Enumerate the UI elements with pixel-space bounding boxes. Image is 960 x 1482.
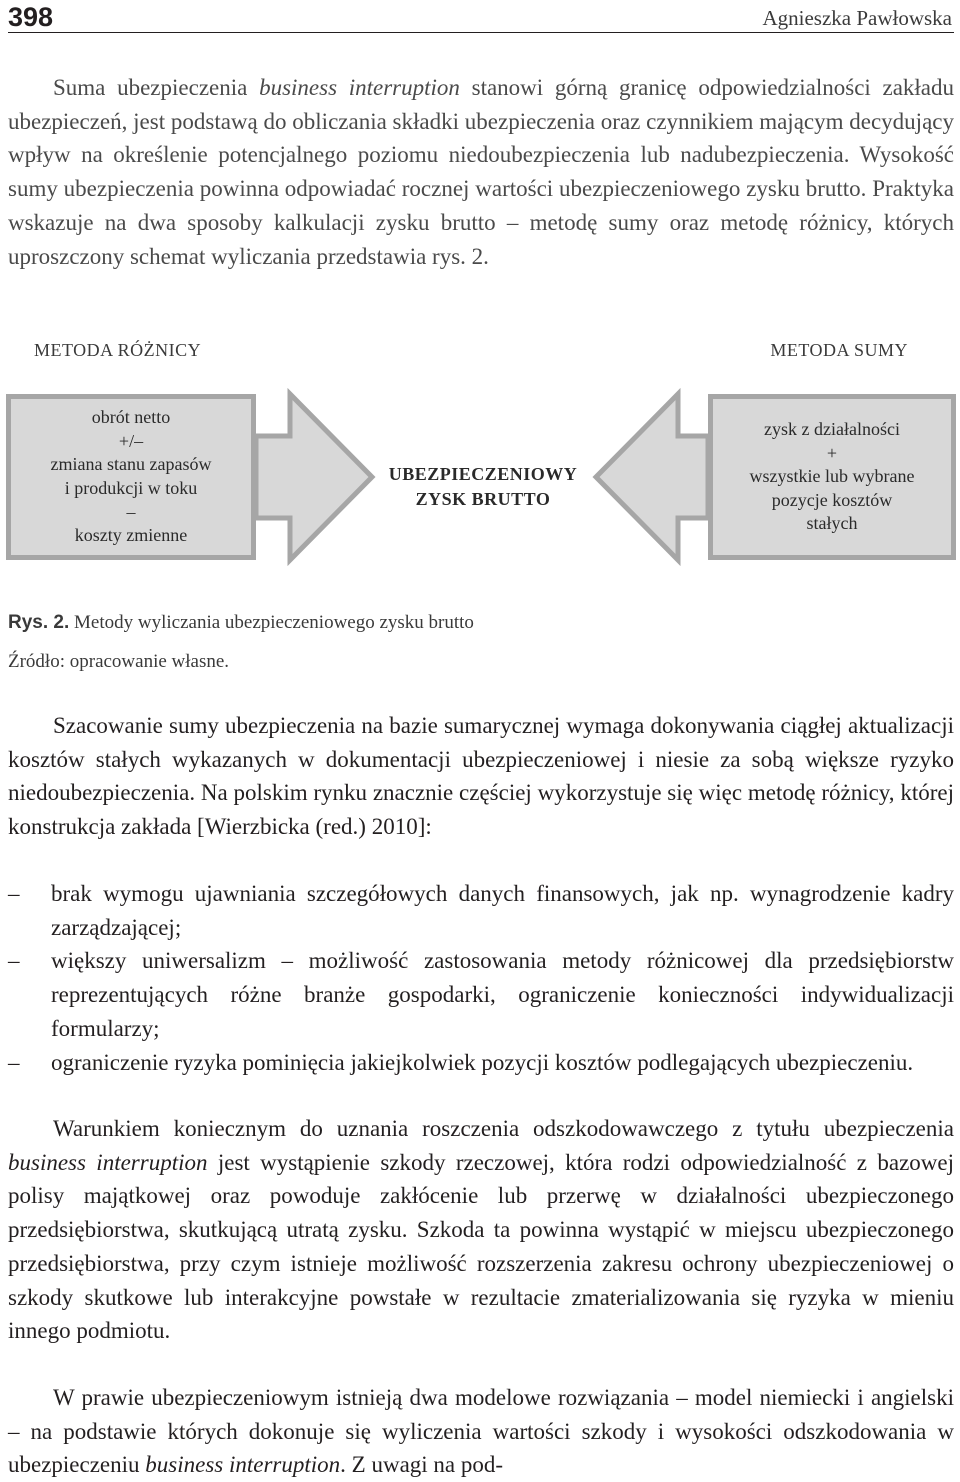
intro-text-2: stanowi górną granicę odpowiedzialności zakładu ubezpieczeń, jest podstawą do obliczania składki ubezpieczenia oraz czynnikiem mającym decydujący wpływ na określenie potencjalnego poziomu niedoubezpieczenia lub nadubezpieczenia. Wysokość sumy ubezpieczenia powinna odpowiadać rocznej wartości ubezpieczeniowego zysku brutto. Praktyka wskazuje na dwa sposoby kalkulacji zysku brutto – metodę sumy oraz metodę różnicy, których uproszczony schemat wyliczania przedstawia rys. 2. — [8, 75, 955, 269]
list-item — [8, 1046, 954, 1080]
paragraph-4-text-1: W prawie ubezpieczeniowym istnieją dwa modelowe rozwiązania – model niemiecki i angielski – na podstawie których dokonuje się wyliczenia wartości szkody i wysokości odszkodowania w ubezpieczeniu — [8, 1385, 954, 1478]
caption-label: Rys. 2. — [8, 612, 70, 633]
figure-source: Źródło: opracowanie własne. — [8, 651, 230, 672]
paragraph-3-text-1: Warunkiem koniecznym do uznania roszczenia odszkodowawczego z tytułu ubezpieczenia — [53, 1116, 954, 1141]
center-line-2: ZYSK BRUTTO — [415, 489, 551, 509]
left-method-title: METODA RÓŻNICY — [34, 340, 202, 360]
paragraph-4 — [8, 1381, 954, 1482]
paragraph-4-italic-term: business interruption — [145, 1452, 341, 1478]
paragraph-2: Szacowanie sumy ubezpieczenia na bazie sumarycznej wymaga dokonywania ciągłej aktualizacji kosztów stałych wykazanych w dokumentacji ubezpieczeniowej i niesie za sobą większe ryzyko niedoubezpieczenia. Na polskim rynku znacznie częściej wykorzystuje się więc metodę różnicy, której konstrukcja zakłada [Wierzbicka (red.) 2010]: — [8, 713, 954, 840]
right-box-line: pozycje kosztów — [771, 489, 893, 510]
right-arrow-shape — [596, 394, 708, 560]
right-box-line: zysk z działalności — [764, 419, 900, 440]
page-number: 398 — [8, 2, 54, 32]
center-line-1: UBEZPIECZENIOWY — [388, 464, 578, 484]
bullet-list — [8, 877, 954, 1079]
list-item-text: ograniczenie ryzyka pominięcia jakiejkolwiek pozycji kosztów podlegających ubezpieczeniu. — [51, 1049, 914, 1075]
running-author: Agnieszka Pawłowska — [762, 6, 952, 30]
dash-marker: – — [8, 881, 20, 906]
left-arrow-shape — [256, 394, 372, 560]
right-method-title: METODA SUMY — [770, 340, 908, 360]
list-item — [8, 944, 954, 1045]
header-rule — [8, 32, 954, 33]
paragraph-3-italic-term: business interruption — [8, 1149, 208, 1175]
list-item — [8, 877, 954, 944]
paragraph-3 — [8, 1112, 954, 1348]
paragraph-4-text-2: . Z uwagi na pod- — [340, 1452, 504, 1478]
gross-profit-label — [370, 462, 596, 512]
difference-method-box — [6, 394, 256, 560]
sum-method-box — [708, 394, 956, 560]
caption-text: Metody wyliczania ubezpieczeniowego zysku brutto — [69, 612, 474, 633]
left-box-line: obrót netto — [91, 407, 171, 428]
left-box-line: +/– — [118, 430, 144, 451]
left-box-line: i produkcji w toku — [64, 478, 198, 498]
dash-marker: – — [8, 948, 20, 974]
intro-paragraph — [8, 71, 954, 273]
left-box-line: – — [126, 501, 136, 522]
right-box-line: wszystkie lub wybrane — [749, 466, 915, 487]
dash-marker: – — [8, 1049, 20, 1075]
intro-italic-term: business interruption — [259, 75, 460, 100]
list-item-text: większy uniwersalizm – możliwość zastosowania metody różnicowej dla przedsiębiorstw reprezentujących różne branże gospodarki, ograniczenie konieczności indywidualizacji formularzy; — [51, 948, 954, 1041]
page-header — [0, 0, 960, 34]
method-diagram — [0, 380, 960, 580]
list-item-text: brak wymogu ujawniania szczegółowych danych finansowych, jak np. wynagrodzenie kadry zarządzającej; — [51, 881, 954, 940]
left-box-line: zmiana stanu zapasów — [50, 454, 212, 475]
right-box-line: stałych — [806, 513, 858, 534]
right-box-line: + — [826, 442, 838, 463]
figure-caption — [8, 612, 474, 634]
left-box-line: koszty zmienne — [74, 525, 188, 546]
paragraph-3-text-2: jest wystąpienie szkody rzeczowej, która rodzi odpowiedzialność z bazowej polisy majątkowej oraz powoduje zakłócenie lub przerwę w działalności ubezpieczonego przedsiębiorstwa, skutkującą utratą zysku. Szkoda ta powinna wystąpić w miejscu ubezpieczonego przedsiębiorstwa, przy czym istnieje możliwość rozszerzenia zakresu ochrony ubezpieczeniowej o szkody skutkowe lub interakcyjne powstałe w rezultacie zmaterializowania się ryzyka w mieniu innego podmiotu. — [8, 1149, 954, 1344]
intro-text-1: Suma ubezpieczenia — [53, 75, 260, 100]
